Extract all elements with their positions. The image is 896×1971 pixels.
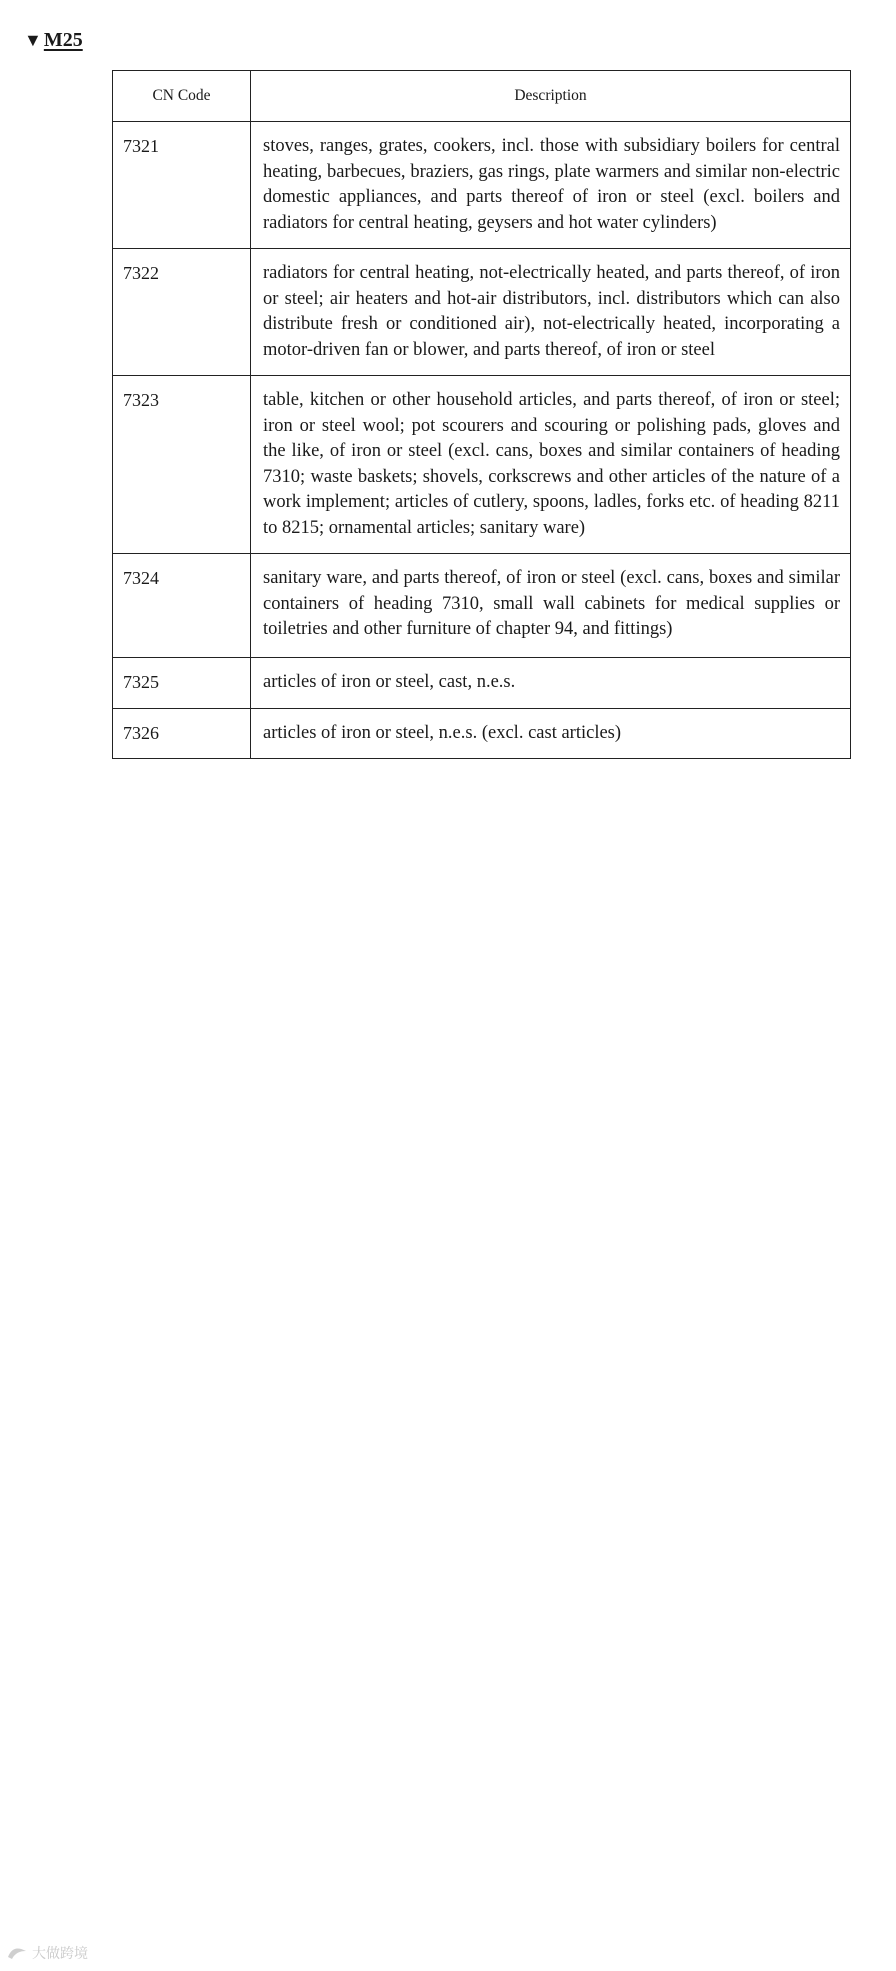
description-cell: articles of iron or steel, n.e.s. (excl. cast articles) <box>251 708 851 759</box>
down-triangle-icon: ▼ <box>24 30 42 50</box>
table-row <box>113 554 851 658</box>
cn-code-cell: 7323 <box>113 376 251 554</box>
table-row <box>113 376 851 554</box>
cn-code-cell: 7325 <box>113 658 251 709</box>
header-description: Description <box>251 71 851 122</box>
description-cell: stoves, ranges, grates, cookers, incl. those with subsidiary boilers for central heating, barbecues, braziers, gas rings, plate warmers and similar non-electric domestic appliances, and parts thereof of iron or steel (excl. boilers and radiators for central heating, geysers and hot water cylinders) <box>251 122 851 249</box>
table-row <box>113 122 851 249</box>
cn-code-cell: 7324 <box>113 554 251 658</box>
description-cell: articles of iron or steel, cast, n.e.s. <box>251 658 851 709</box>
description-cell: table, kitchen or other household articles, and parts thereof, of iron or steel; iron or steel wool; pot scourers and scouring or polishing pads, gloves and the like, of iron or steel (excl. cans, boxes and similar containers of heading 7310; waste baskets; shovels, corkscrews and other articles of the nature of a work implement; articles of cutlery, spoons, ladles, forks etc. of heading 8211 to 8215; ornamental articles; sanitary ware) <box>251 376 851 554</box>
table-row <box>113 249 851 376</box>
amendment-label: M25 <box>43 29 83 51</box>
watermark <box>6 1943 88 1963</box>
amendment-marker <box>24 28 83 52</box>
table-row <box>113 708 851 759</box>
description-cell: sanitary ware, and parts thereof, of iron or steel (excl. cans, boxes and similar containers of heading 7310, small wall cabinets for medical supplies or toiletries and other furniture of chapter 94, and fittings) <box>251 554 851 658</box>
cn-code-cell: 7321 <box>113 122 251 249</box>
header-cn-code: CN Code <box>113 71 251 122</box>
cn-code-cell: 7326 <box>113 708 251 759</box>
watermark-text: 大做跨境 <box>32 1946 88 1962</box>
description-cell: radiators for central heating, not-electrically heated, and parts thereof, of iron or steel; air heaters and hot-air distributors, incl. distributors which can also distribute fresh or conditioned air), not-electrically heated, incorporating a motor-driven fan or blower, and parts thereof, of iron or steel <box>251 249 851 376</box>
cn-code-cell: 7322 <box>113 249 251 376</box>
cn-code-table <box>112 70 851 759</box>
table-header-row <box>113 71 851 122</box>
table-row <box>113 658 851 709</box>
logo-icon <box>6 1945 28 1961</box>
